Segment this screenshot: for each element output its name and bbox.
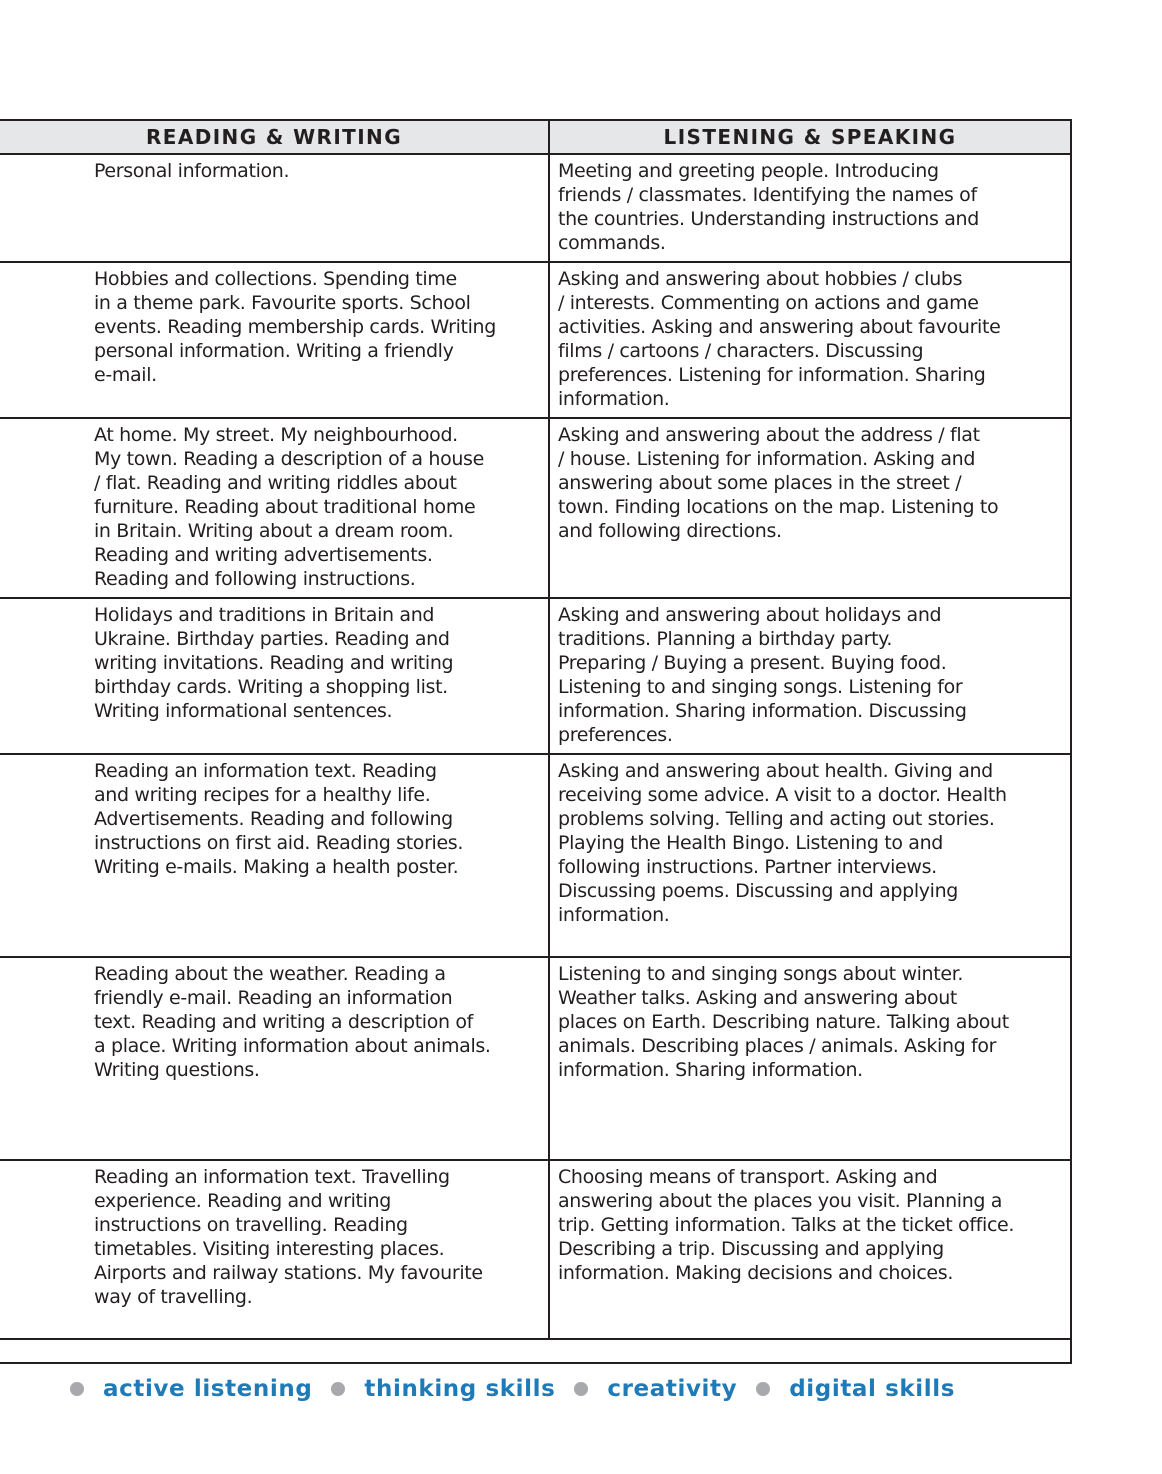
header-listening-speaking: LISTENING & SPEAKING xyxy=(549,120,1071,154)
skill-label: creativity xyxy=(607,1376,738,1402)
listening-speaking-cell: Asking and answering about holidays and traditions. Planning a birthday party. Preparing / Buying a present. Buying food. Listening to and singing songs. Listening for information. Sharing information. Discussing preferences. xyxy=(549,598,1071,754)
listening-speaking-cell: Listening to and singing songs about winter. Weather talks. Asking and answering about places on Earth. Describing nature. Talking about animals. Describing places / animals. Asking for information. Sharing information. xyxy=(549,957,1071,1160)
reading-writing-cell: Reading an information text. Travelling experience. Reading and writing instructions on travelling. Reading timetables. Visiting interesting places. Airports and railway stations. My favourite way of travelling. xyxy=(0,1160,549,1339)
bullet-dot-icon xyxy=(70,1382,84,1396)
listening-speaking-cell: Asking and answering about hobbies / clubs / interests. Commenting on actions and game activities. Asking and answering about favourite films / cartoons / characters. Discussing preferences. Listening for information. Sharing information. xyxy=(549,262,1071,418)
table-row xyxy=(0,957,1071,1160)
skill-thinking-skills xyxy=(331,1376,555,1402)
skill-label: digital skills xyxy=(789,1376,956,1402)
curriculum-table xyxy=(0,119,1072,1364)
table-header-row xyxy=(0,120,1071,154)
reading-writing-cell: At home. My street. My neighbourhood. My town. Reading a description of a house / flat. Reading and writing riddles about furniture. Reading about traditional home in Britain. Writing about a dream room. Reading and writing advertisements. Reading and following instructions. xyxy=(0,418,549,598)
bullet-dot-icon xyxy=(331,1382,345,1396)
table-row xyxy=(0,598,1071,754)
table-row xyxy=(0,418,1071,598)
reading-writing-cell: Hobbies and collections. Spending time in a theme park. Favourite sports. School events. Reading membership cards. Writing personal information. Writing a friendly e-mail. xyxy=(0,262,549,418)
bullet-dot-icon xyxy=(756,1382,770,1396)
reading-writing-cell: Reading an information text. Reading and writing recipes for a healthy life. Advertisements. Reading and following instructions on first aid. Reading stories. Writing e-mails. Making a health poster. xyxy=(0,754,549,957)
listening-speaking-cell: Meeting and greeting people. Introducing friends / classmates. Identifying the names of the countries. Understanding instructions and commands. xyxy=(549,154,1071,262)
table-row xyxy=(0,154,1071,262)
reading-writing-cell: Holidays and traditions in Britain and Ukraine. Birthday parties. Reading and writing invitations. Reading and writing birthday cards. Writing a shopping list. Writing informational sentences. xyxy=(0,598,549,754)
table-row xyxy=(0,754,1071,957)
listening-speaking-cell: Asking and answering about the address / flat / house. Listening for information. Asking and answering about some places in the street / town. Finding locations on the map. Listening to and following directions. xyxy=(549,418,1071,598)
skill-digital-skills xyxy=(756,1376,955,1402)
skill-label: active listening xyxy=(103,1376,313,1402)
reading-writing-cell: Personal information. xyxy=(0,154,549,262)
listening-speaking-cell: Choosing means of transport. Asking and answering about the places you visit. Planning a trip. Getting information. Talks at the ticket office. Describing a trip. Discussing and applying information. Making decisions and choices. xyxy=(549,1160,1071,1339)
table-row xyxy=(0,1160,1071,1339)
table-footer-row xyxy=(0,1339,1071,1363)
skill-creativity xyxy=(574,1376,737,1402)
skills-list xyxy=(70,1376,974,1402)
header-reading-writing: READING & WRITING xyxy=(0,120,549,154)
listening-speaking-cell: Asking and answering about health. Giving and receiving some advice. A visit to a doctor. Health problems solving. Telling and acting out stories. Playing the Health Bingo. Listening to and following instructions. Partner interviews. Discussing poems. Discussing and applying information. xyxy=(549,754,1071,957)
skill-active-listening xyxy=(70,1376,312,1402)
empty-footer-cell xyxy=(0,1339,1071,1363)
skill-label: thinking skills xyxy=(364,1376,556,1402)
bullet-dot-icon xyxy=(574,1382,588,1396)
table-row xyxy=(0,262,1071,418)
reading-writing-cell: Reading about the weather. Reading a friendly e-mail. Reading an information text. Reading and writing a description of a place. Writing information about animals. Writing questions. xyxy=(0,957,549,1160)
